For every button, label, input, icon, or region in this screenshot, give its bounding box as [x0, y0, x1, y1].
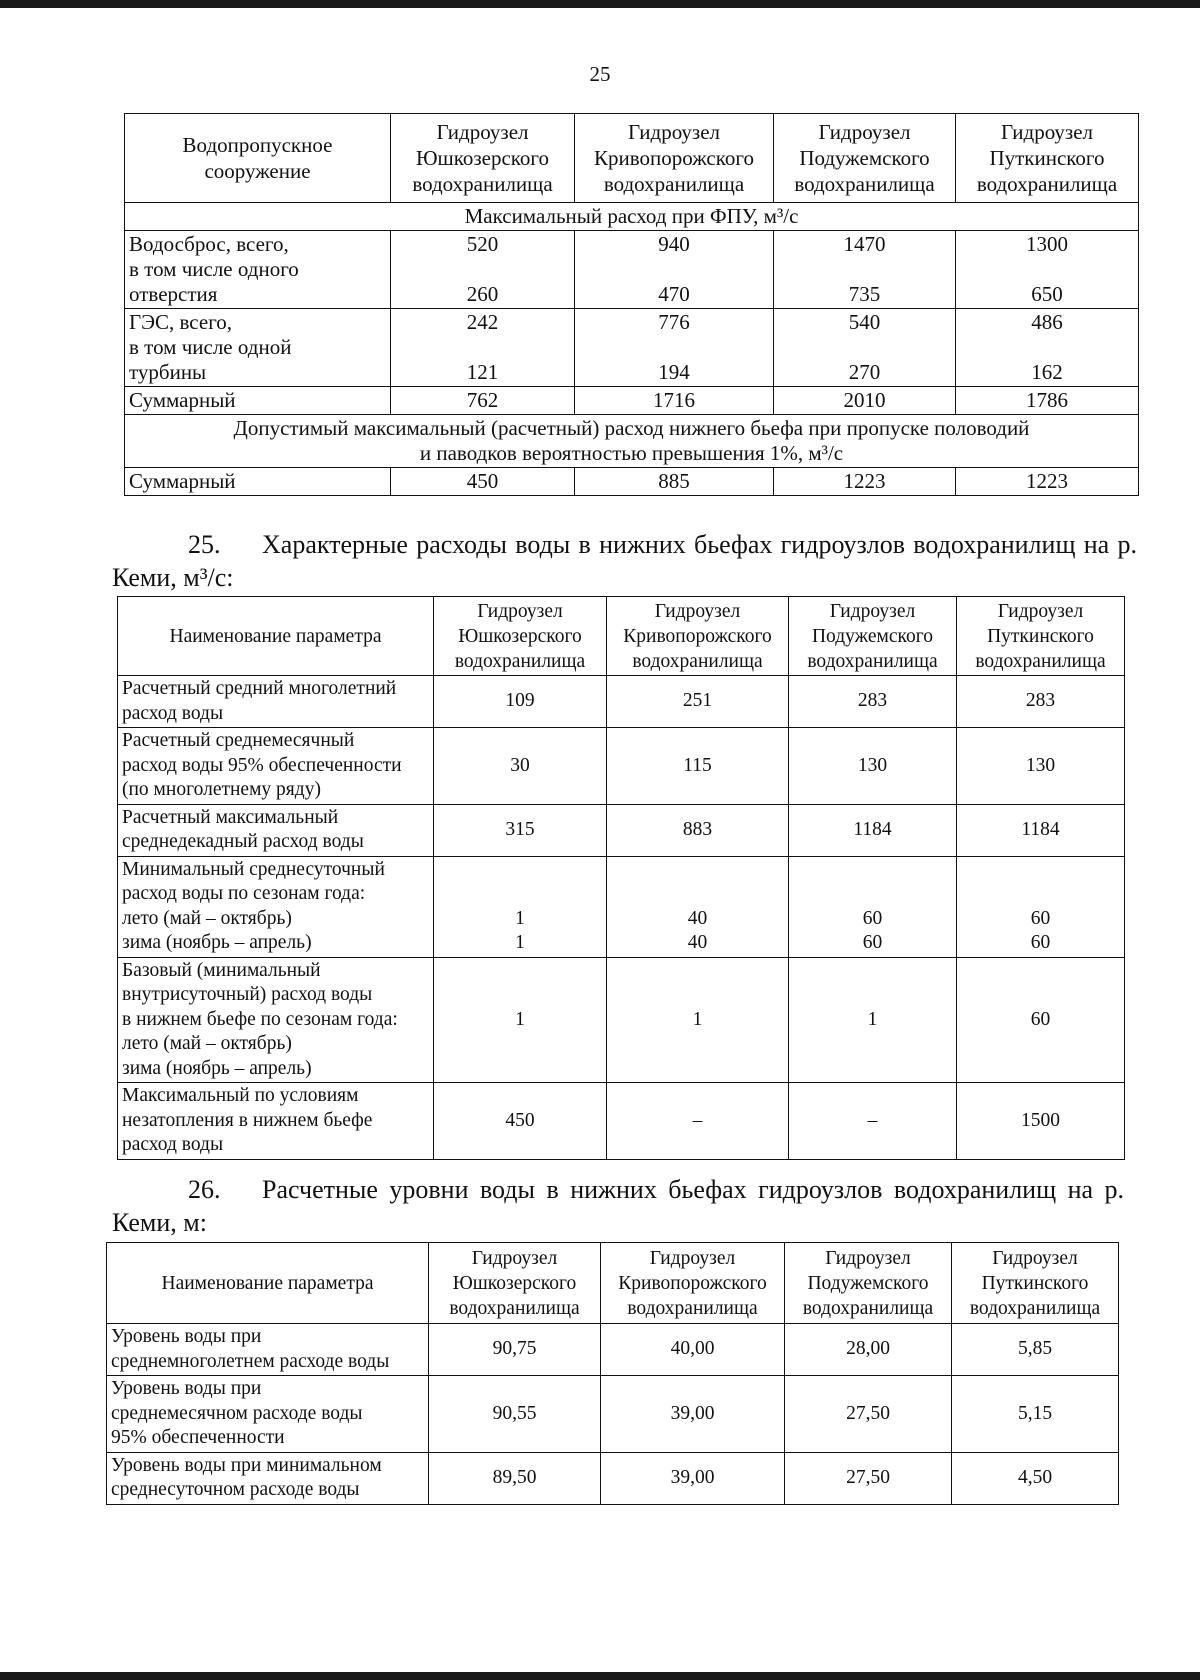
value-cell: 27,50 [785, 1452, 952, 1504]
row-label: Максимальный по условиям незатопления в нижнем бьефе расход воды [118, 1083, 434, 1160]
value-cell: 776 194 [575, 309, 774, 387]
value-cell: 4,50 [952, 1452, 1119, 1504]
row-label: Расчетный среднемесячный расход воды 95% обеспеченности (по многолетнему ряду) [118, 728, 434, 805]
table-header-row [118, 597, 1125, 676]
header-cell: Гидроузел Путкинского водохранилища [957, 597, 1125, 676]
scan-edge-top [0, 0, 1200, 8]
value-cell: 762 [391, 387, 575, 415]
header-cell: Гидроузел Путкинского водохранилища [956, 114, 1139, 203]
header-cell: Гидроузел Подужемского водохранилища [785, 1243, 952, 1324]
value-cell: 283 [789, 676, 957, 728]
value-cell: 60 60 [789, 856, 957, 957]
header-cell: Гидроузел Кривопорожского водохранилища [575, 114, 774, 203]
row-label: Уровень воды при среднемноголетнем расходе воды [107, 1324, 429, 1376]
value-cell: 90,75 [429, 1324, 601, 1376]
value-cell: 1 1 [434, 856, 607, 957]
page-number: 25 [589, 62, 611, 86]
section-row [125, 415, 1139, 468]
value-cell: 1786 [956, 387, 1139, 415]
table-row [125, 387, 1139, 415]
value-cell: 940 470 [575, 231, 774, 309]
value-cell: – [789, 1083, 957, 1160]
section-title: Максимальный расход при ФПУ, м³/с [125, 203, 1139, 231]
value-cell: 27,50 [785, 1376, 952, 1453]
row-label: ГЭС, всего, в том числе одной турбины [125, 309, 391, 387]
value-cell: 1716 [575, 387, 774, 415]
table-row [118, 957, 1125, 1083]
value-cell: 283 [957, 676, 1125, 728]
value-cell: 109 [434, 676, 607, 728]
value-cell: 1184 [789, 804, 957, 856]
value-cell: 1470 735 [774, 231, 956, 309]
section-text: Характерные расходы воды в нижних бьефах гидроузлов водохранилищ на р. Кеми, м³/с: [112, 530, 1137, 592]
characteristic-discharges-table [117, 596, 1125, 1160]
value-cell: 90,55 [429, 1376, 601, 1453]
value-cell: 5,85 [952, 1324, 1119, 1376]
table-row [125, 468, 1139, 496]
row-label: Водосброс, всего, в том числе одного отверстия [125, 231, 391, 309]
water-levels-table [106, 1242, 1119, 1505]
row-label: Суммарный [125, 468, 391, 496]
value-cell: 60 [957, 957, 1125, 1083]
value-cell: 39,00 [601, 1452, 785, 1504]
value-cell: 1 [434, 957, 607, 1083]
section-heading-26 [112, 1173, 1124, 1239]
header-cell: Наименование параметра [107, 1243, 429, 1324]
row-label: Суммарный [125, 387, 391, 415]
table-row [118, 676, 1125, 728]
table-row [118, 728, 1125, 805]
row-label: Минимальный среднесуточный расход воды по сезонам года: лето (май – октябрь) зима (ноябрь – апрель) [118, 856, 434, 957]
value-cell: 1300 650 [956, 231, 1139, 309]
value-cell: 40,00 [601, 1324, 785, 1376]
value-cell: 5,15 [952, 1376, 1119, 1453]
value-cell: 1184 [957, 804, 1125, 856]
value-cell: 2010 [774, 387, 956, 415]
value-cell: 540 270 [774, 309, 956, 387]
table-header-row [107, 1243, 1119, 1324]
value-cell: 1500 [957, 1083, 1125, 1160]
value-cell: 251 [607, 676, 789, 728]
table-row [118, 804, 1125, 856]
value-cell: 40 40 [607, 856, 789, 957]
value-cell: 450 [391, 468, 575, 496]
header-cell: Водопропускное сооружение [125, 114, 391, 203]
value-cell: 28,00 [785, 1324, 952, 1376]
header-cell: Гидроузел Подужемского водохранилища [789, 597, 957, 676]
table-row [118, 1083, 1125, 1160]
value-cell: 1 [607, 957, 789, 1083]
section-number: 26. [188, 1175, 221, 1204]
value-cell: 450 [434, 1083, 607, 1160]
row-label: Расчетный максимальный среднедекадный расход воды [118, 804, 434, 856]
table-row [107, 1452, 1119, 1504]
table-row [125, 231, 1139, 309]
header-cell: Гидроузел Подужемского водохранилища [774, 114, 956, 203]
value-cell: 1 [789, 957, 957, 1083]
value-cell: 30 [434, 728, 607, 805]
value-cell: 60 60 [957, 856, 1125, 957]
value-cell: 89,50 [429, 1452, 601, 1504]
value-cell: 130 [957, 728, 1125, 805]
value-cell: 885 [575, 468, 774, 496]
row-label: Уровень воды при минимальном среднесуточном расходе воды [107, 1452, 429, 1504]
value-cell: 883 [607, 804, 789, 856]
section-text: Расчетные уровни воды в нижних бьефах гидроузлов водохранилищ на р. Кеми, м: [112, 1175, 1124, 1237]
scan-edge-bottom [0, 1672, 1200, 1680]
row-label: Базовый (минимальный внутрисуточный) расход воды в нижнем бьефе по сезонам года: лето (май – октябрь) зима (ноябрь – апрель) [118, 957, 434, 1083]
value-cell: – [607, 1083, 789, 1160]
row-label: Уровень воды при среднемесячном расходе воды 95% обеспеченности [107, 1376, 429, 1453]
value-cell: 486 162 [956, 309, 1139, 387]
value-cell: 115 [607, 728, 789, 805]
table-row [107, 1376, 1119, 1453]
header-cell: Гидроузел Путкинского водохранилища [952, 1243, 1119, 1324]
header-cell: Гидроузел Юшкозерского водохранилища [391, 114, 575, 203]
table-header-row [125, 114, 1139, 203]
header-cell: Гидроузел Юшкозерского водохранилища [429, 1243, 601, 1324]
table-row [107, 1324, 1119, 1376]
header-cell: Гидроузел Кривопорожского водохранилища [601, 1243, 785, 1324]
section-row [125, 203, 1139, 231]
value-cell: 242 121 [391, 309, 575, 387]
value-cell: 39,00 [601, 1376, 785, 1453]
value-cell: 1223 [956, 468, 1139, 496]
section-number: 25. [188, 530, 221, 559]
row-label: Расчетный средний многолетний расход воды [118, 676, 434, 728]
section-heading-25 [112, 528, 1137, 594]
table-row [118, 856, 1125, 957]
section-title: Допустимый максимальный (расчетный) расход нижнего бьефа при пропуске половодий и паводков вероятностью превышения 1%, м³/с [125, 415, 1139, 468]
header-cell: Гидроузел Юшкозерского водохранилища [434, 597, 607, 676]
value-cell: 1223 [774, 468, 956, 496]
value-cell: 315 [434, 804, 607, 856]
value-cell: 520 260 [391, 231, 575, 309]
value-cell: 130 [789, 728, 957, 805]
header-cell: Наименование параметра [118, 597, 434, 676]
discharge-capacity-table [124, 113, 1139, 496]
header-cell: Гидроузел Кривопорожского водохранилища [607, 597, 789, 676]
table-row [125, 309, 1139, 387]
